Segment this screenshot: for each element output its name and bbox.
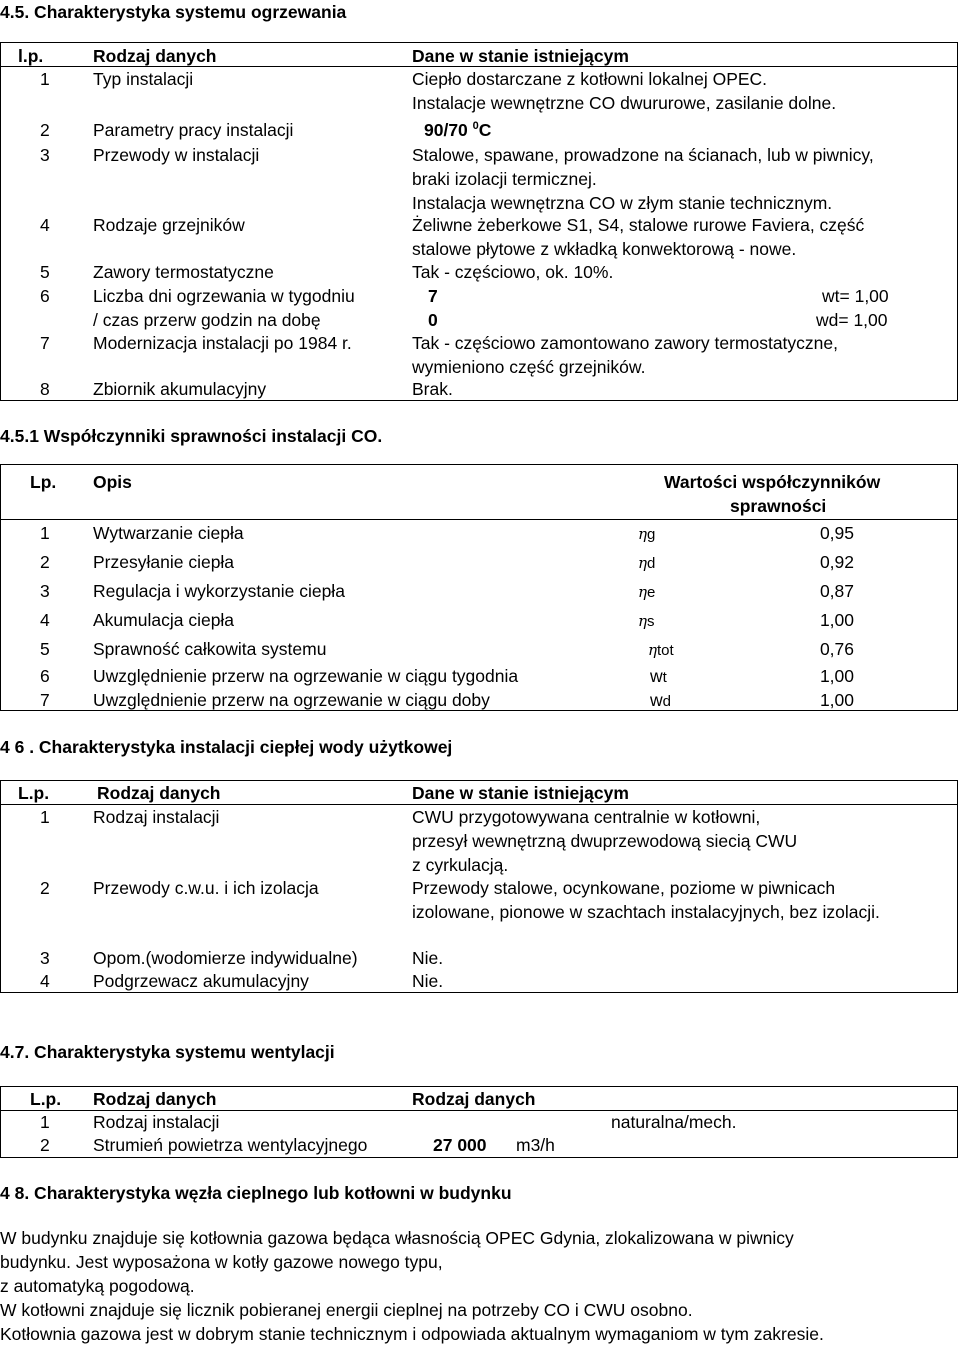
header-data-type-2: Rodzaj danych: [412, 1089, 536, 1109]
symbol-subscript: e: [647, 584, 656, 601]
table-border-right: [957, 780, 958, 992]
heating-days: 7: [428, 286, 438, 306]
airflow-value: 27 000: [433, 1135, 487, 1155]
header-description: Opis: [93, 472, 132, 492]
row-value: CWU przygotowywana centralnie w kotłowni,: [412, 807, 761, 827]
header-data-type: Rodzaj danych: [93, 1089, 217, 1109]
header-values-2: sprawności: [730, 496, 827, 516]
table-border-top: [0, 464, 958, 465]
row-label: Zawory termostatyczne: [93, 262, 274, 282]
row-number: 3: [40, 948, 50, 968]
temperature-unit: C: [478, 120, 492, 140]
row-label: Typ instalacji: [93, 69, 194, 89]
coefficient-wd: wd= 1,00: [816, 310, 888, 330]
row-value: Żeliwne żeberkowe S1, S4, stalowe rurowe Faviera, część: [412, 215, 865, 235]
eta-s-symbol: [638, 608, 655, 634]
header-lp: Lp.: [30, 472, 57, 492]
table-border-left: [0, 42, 1, 400]
coefficient-value: 0,76: [819, 639, 854, 659]
row-value: Tak - częściowo, ok. 10%.: [412, 262, 614, 282]
row-number: 1: [40, 1112, 50, 1132]
table-border-bottom: [0, 1157, 958, 1158]
section-title-4-8: 4 8. Charakterystyka węzła cieplnego lub kotłowni w budynku: [0, 1183, 512, 1203]
row-value: Ciepło dostarczane z kotłowni lokalnej OPEC.: [412, 69, 768, 89]
header-existing-state: Dane w stanie istniejącym: [412, 46, 629, 66]
paragraph-line: W budynku znajduje się kotłownia gazowa będąca własnością OPEC Gdynia, zlokalizowana w piwnicy: [0, 1228, 794, 1248]
row-value: Nie.: [412, 948, 444, 968]
wt-symbol: [650, 664, 667, 690]
table-border-right: [957, 1086, 958, 1157]
header-existing-state: Dane w stanie istniejącym: [412, 783, 629, 803]
airflow-unit: m3/h: [516, 1135, 555, 1155]
row-value: Brak.: [412, 379, 453, 399]
symbol-subscript: tot: [657, 642, 674, 659]
section-title-4-5-1: 4.5.1 Współczynniki sprawności instalacji CO.: [0, 426, 383, 446]
eta-tot-symbol: [648, 637, 674, 663]
paragraph-line: Kotłownia gazowa jest w dobrym stanie technicznym i odpowiada aktualnym wymaganiom w tym zakresie.: [0, 1324, 824, 1344]
header-lp: l.p.: [18, 46, 44, 66]
row-number: 2: [40, 552, 50, 572]
row-number: 3: [40, 145, 50, 165]
paragraph-line: z automatyką pogodową.: [0, 1276, 195, 1296]
row-value: izolowane, pionowe w szachtach instalacyjnych, bez izolacji.: [412, 902, 880, 922]
row-label: Liczba dni ogrzewania w tygodniu: [93, 286, 355, 306]
row-label: Strumień powietrza wentylacyjnego: [93, 1135, 368, 1155]
coefficient-wt: wt= 1,00: [822, 286, 889, 306]
row-number: 6: [40, 666, 50, 686]
row-label: Przewody c.w.u. i ich izolacja: [93, 878, 319, 898]
row-label: Opom.(wodomierze indywidualne): [93, 948, 358, 968]
row-number: 4: [40, 215, 50, 235]
w-letter: w: [650, 690, 663, 710]
header-values: Wartości współczynników: [664, 472, 881, 492]
paragraph-line: budynku. Jest wyposażona w kotły gazowe nowego typu,: [0, 1252, 443, 1272]
section-title-4-7: 4.7. Charakterystyka systemu wentylacji: [0, 1042, 335, 1062]
symbol-subscript: t: [662, 669, 667, 686]
row-value: Tak - częściowo zamontowano zawory termostatyczne,: [412, 333, 838, 353]
row-number: 1: [40, 69, 50, 89]
symbol-subscript: g: [647, 526, 656, 543]
table-border-left: [0, 464, 1, 710]
eta-letter: η: [638, 554, 647, 572]
header-lp: L.p.: [30, 1089, 62, 1109]
row-number: 3: [40, 581, 50, 601]
eta-letter: η: [638, 612, 647, 630]
row-number: 4: [40, 610, 50, 630]
row-number: 2: [40, 878, 50, 898]
header-data-type: Rodzaj danych: [93, 46, 217, 66]
row-value: Przewody stalowe, ocynkowane, poziome w piwnicach: [412, 878, 836, 898]
row-label: Podgrzewacz akumulacyjny: [93, 971, 309, 991]
row-value: Instalacja wewnętrzna CO w złym stanie technicznym.: [412, 193, 833, 213]
w-letter: w: [650, 666, 663, 686]
row-number: 1: [40, 523, 50, 543]
row-number: 5: [40, 639, 50, 659]
table-border-right: [957, 42, 958, 400]
row-label: Uwzględnienie przerw na ogrzewanie w ciągu tygodnia: [93, 666, 519, 686]
row-value: przesył wewnętrzną dwuprzewodową siecią CWU: [412, 831, 798, 851]
row-number: 5: [40, 262, 50, 282]
header-lp: L.p.: [18, 783, 50, 803]
eta-letter: η: [638, 525, 647, 543]
eta-e-symbol: [638, 579, 655, 605]
table-border-right: [957, 464, 958, 710]
temperature-range: 90/70: [424, 120, 468, 140]
section-title-4-5: 4.5. Charakterystyka systemu ogrzewania: [0, 2, 347, 22]
paragraph-line: W kotłowni znajduje się licznik pobieranej energii cieplnej na potrzeby CO i CWU osobno.: [0, 1300, 693, 1320]
row-label: Rodzaje grzejników: [93, 215, 245, 235]
row-label: Przesyłanie ciepła: [93, 552, 235, 572]
row-number: 4: [40, 971, 50, 991]
coefficient-value: 1,00: [819, 666, 854, 686]
symbol-subscript: d: [647, 555, 656, 572]
eta-letter: η: [648, 641, 657, 659]
coefficient-value: 0,95: [819, 523, 854, 543]
row-value: Instalacje wewnętrzne CO dwururowe, zasilanie dolne.: [412, 93, 837, 113]
eta-d-symbol: [638, 550, 655, 576]
row-value: braki izolacji termicznej.: [412, 169, 597, 189]
row-value: naturalna/mech.: [611, 1112, 737, 1132]
section-title-4-6: 4 6 . Charakterystyka instalacji ciepłej wody użytkowej: [0, 737, 453, 757]
row-label: Przewody w instalacji: [93, 145, 260, 165]
wd-symbol: [650, 688, 671, 714]
row-value: wymieniono część grzejników.: [412, 357, 646, 377]
table-border-left: [0, 780, 1, 992]
row-label: Zbiornik akumulacyjny: [93, 379, 267, 399]
row-label: Regulacja i wykorzystanie ciepła: [93, 581, 345, 601]
coefficient-value: 1,00: [819, 610, 854, 630]
row-number: 1: [40, 807, 50, 827]
coefficient-value: 1,00: [819, 690, 854, 710]
row-value: Stalowe, spawane, prowadzone na ścianach, lub w piwnicy,: [412, 145, 874, 165]
row-value: z cyrkulacją.: [412, 855, 509, 875]
eta-g-symbol: [638, 521, 655, 547]
row-label: Uwzględnienie przerw na ogrzewanie w ciągu doby: [93, 690, 490, 710]
row-label: Parametry pracy instalacji: [93, 120, 294, 140]
row-label: Rodzaj instalacji: [93, 1112, 220, 1132]
row-label: Rodzaj instalacji: [93, 807, 220, 827]
symbol-subscript: s: [647, 613, 655, 630]
eta-letter: η: [638, 583, 647, 601]
coefficient-value: 0,92: [819, 552, 854, 572]
table-border-top: [0, 42, 958, 43]
row-label: Akumulacja ciepła: [93, 610, 235, 630]
header-data-type: Rodzaj danych: [97, 783, 221, 803]
row-value-temperature: [424, 118, 491, 142]
row-number: 7: [40, 690, 50, 710]
table-border-left: [0, 1086, 1, 1157]
degree-sup: 0: [472, 120, 479, 133]
symbol-subscript: d: [662, 693, 671, 710]
row-label: / czas przerw godzin na dobę: [93, 310, 321, 330]
row-label: Sprawność całkowita systemu: [93, 639, 327, 659]
header-divider: [0, 519, 958, 520]
row-label: Wytwarzanie ciepła: [93, 523, 244, 543]
row-label: Modernizacja instalacji po 1984 r.: [93, 333, 352, 353]
break-hours: 0: [428, 310, 438, 330]
row-number: 7: [40, 333, 50, 353]
row-value: stalowe płytowe z wkładką konwektorową - nowe.: [412, 239, 797, 259]
row-number: 2: [40, 1135, 50, 1155]
row-number: 6: [40, 286, 50, 306]
coefficient-value: 0,87: [819, 581, 854, 601]
row-value: Nie.: [412, 971, 444, 991]
row-number: 8: [40, 379, 50, 399]
row-number: 2: [40, 120, 50, 140]
